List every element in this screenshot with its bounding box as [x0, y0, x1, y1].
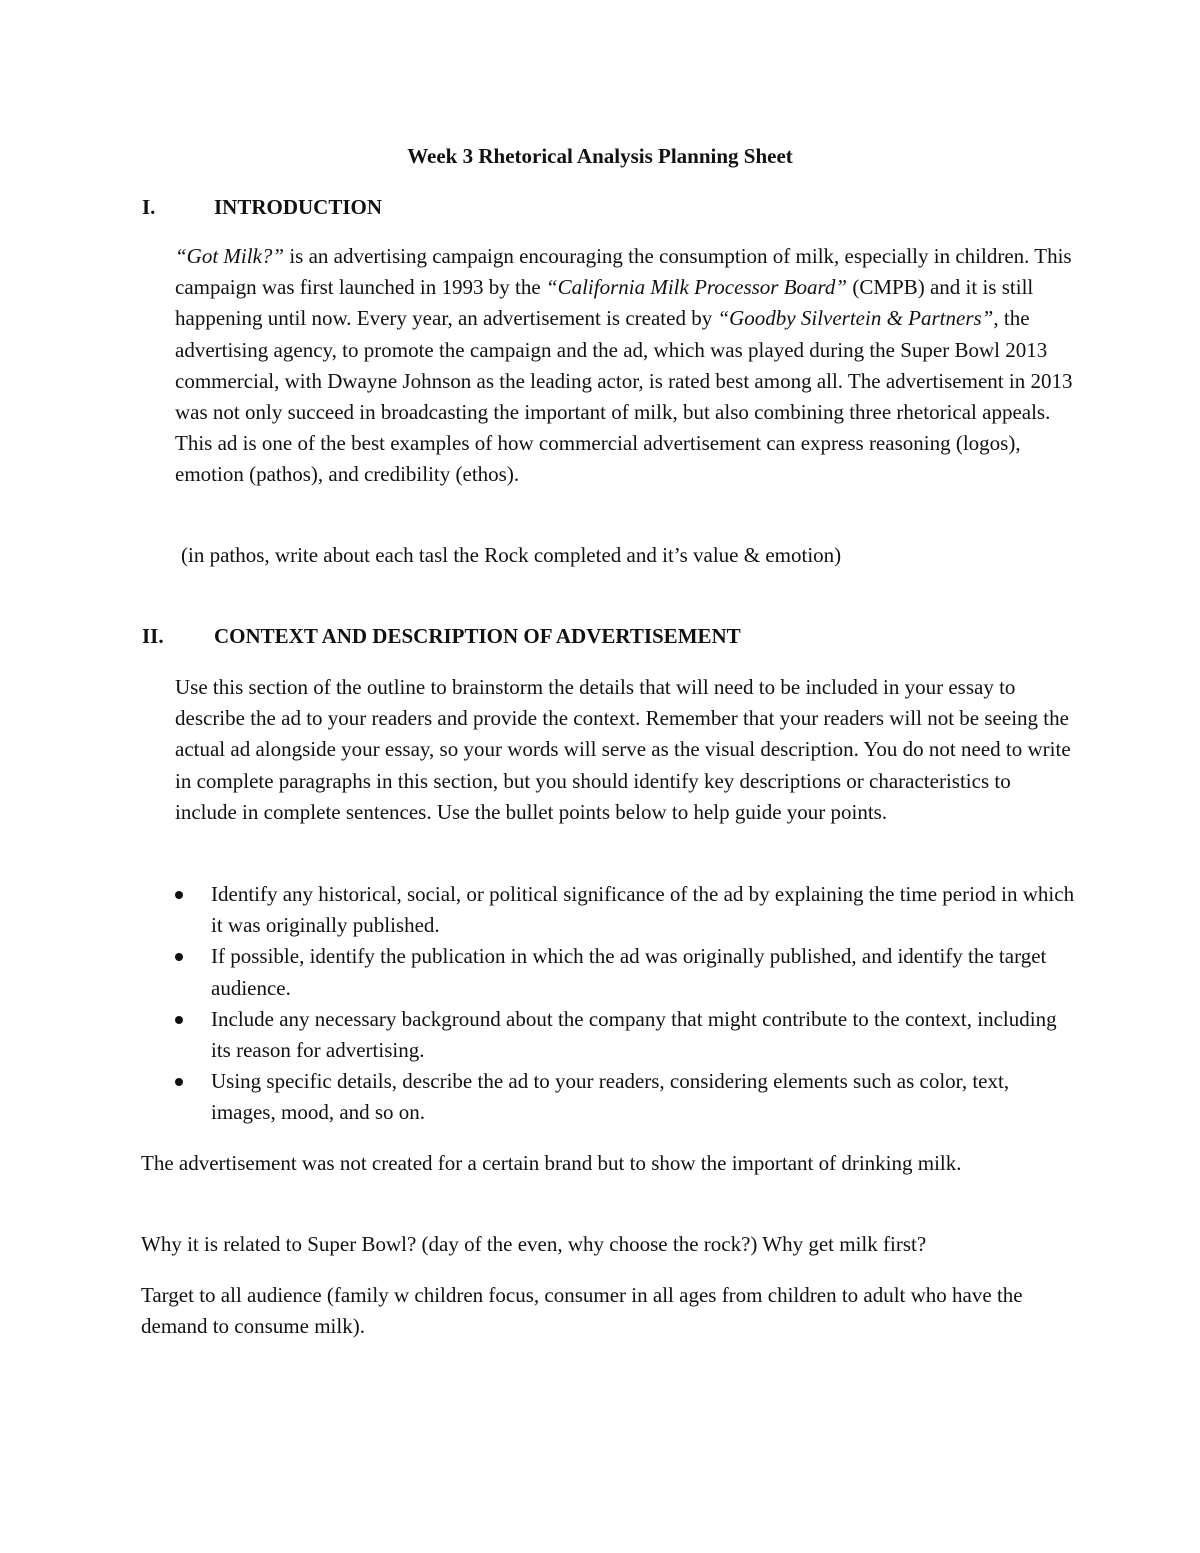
guidance-bullet-list	[175, 879, 1075, 1129]
note-paragraph: The advertisement was not created for a certain brand but to show the important of drinking milk.	[141, 1151, 962, 1175]
note-paragraph: Target to all audience (family w children focus, consumer in all ages from children to adult who have the demand to consume milk).	[141, 1283, 1023, 1339]
section-heading-introduction	[142, 192, 1042, 223]
bullet-text: Include any necessary background about the company that might contribute to the context, including its reason for advertising.	[211, 1006, 1057, 1063]
intro-text: , the advertising agency, to promote the campaign and the ad, which was played during the Super Bowl 2013 commercial, with Dwayne Johnson as the leading actor, is rated best among all. The advertisement in 2013 was not only succeed in broadcasting the important of milk, but also combining three rhetorical appeals. This ad is one of the best examples of how commercial advertisement can express reasoning (logos), emotion (pathos), and credibility (ethos).	[175, 306, 1073, 487]
bullet-icon	[175, 1078, 183, 1086]
bullet-icon	[175, 953, 183, 961]
list-item	[175, 941, 1075, 1003]
section-title: CONTEXT AND DESCRIPTION OF ADVERTISEMENT	[214, 624, 741, 648]
intro-text: is an advertising campaign encouraging the consumption of milk, especially in children. This campaign was first launched in 1993 by the	[175, 244, 1072, 300]
list-item	[175, 1004, 1075, 1066]
bullet-text: Identify any historical, social, or political significance of the ad by explaining the time period in which it was originally published.	[211, 882, 1075, 938]
intro-text: (CMPB) and it is still happening until now. Every year, an advertisement is created by	[175, 275, 1034, 331]
section-heading-context	[142, 621, 1042, 652]
bullet-text: Using specific details, describe the ad to your readers, considering elements such as color, text, images, mood, and so on.	[211, 1069, 1010, 1125]
section-number: II.	[142, 624, 164, 648]
note-paragraph: Why it is related to Super Bowl? (day of the even, why choose the rock?) Why get milk first?	[141, 1232, 927, 1256]
bullet-icon	[175, 1016, 183, 1024]
agency-name: “Goodby Silvertein & Partners”	[717, 306, 994, 331]
pathos-note: (in pathos, write about each tasl the Rock completed and it’s value & emotion)	[181, 543, 842, 567]
organization-name: “California Milk Processor Board”	[545, 275, 848, 300]
list-item	[175, 1066, 1075, 1128]
section-number: I.	[142, 195, 156, 219]
campaign-name: “Got Milk?”	[175, 244, 285, 268]
bullet-icon	[175, 891, 183, 899]
introduction-paragraph	[175, 241, 1075, 491]
context-instructions: Use this section of the outline to brainstorm the details that will need to be included in your essay to describe the ad to your readers and provide the context. Remember that your readers will not be seeing the actual ad alongside your essay, so your words will serve as the visual description. You do not need to write in complete paragraphs in this section, but you should identify key descriptions or characteristics to include in complete sentences. Use the bullet points below to help guide your points.	[175, 675, 1071, 824]
list-item	[175, 879, 1075, 941]
bullet-text: If possible, identify the publication in which the ad was originally published, and identify the target audience.	[211, 944, 1047, 1000]
document-title: Week 3 Rhetorical Analysis Planning Sheet	[407, 144, 793, 168]
section-title: INTRODUCTION	[214, 195, 383, 219]
